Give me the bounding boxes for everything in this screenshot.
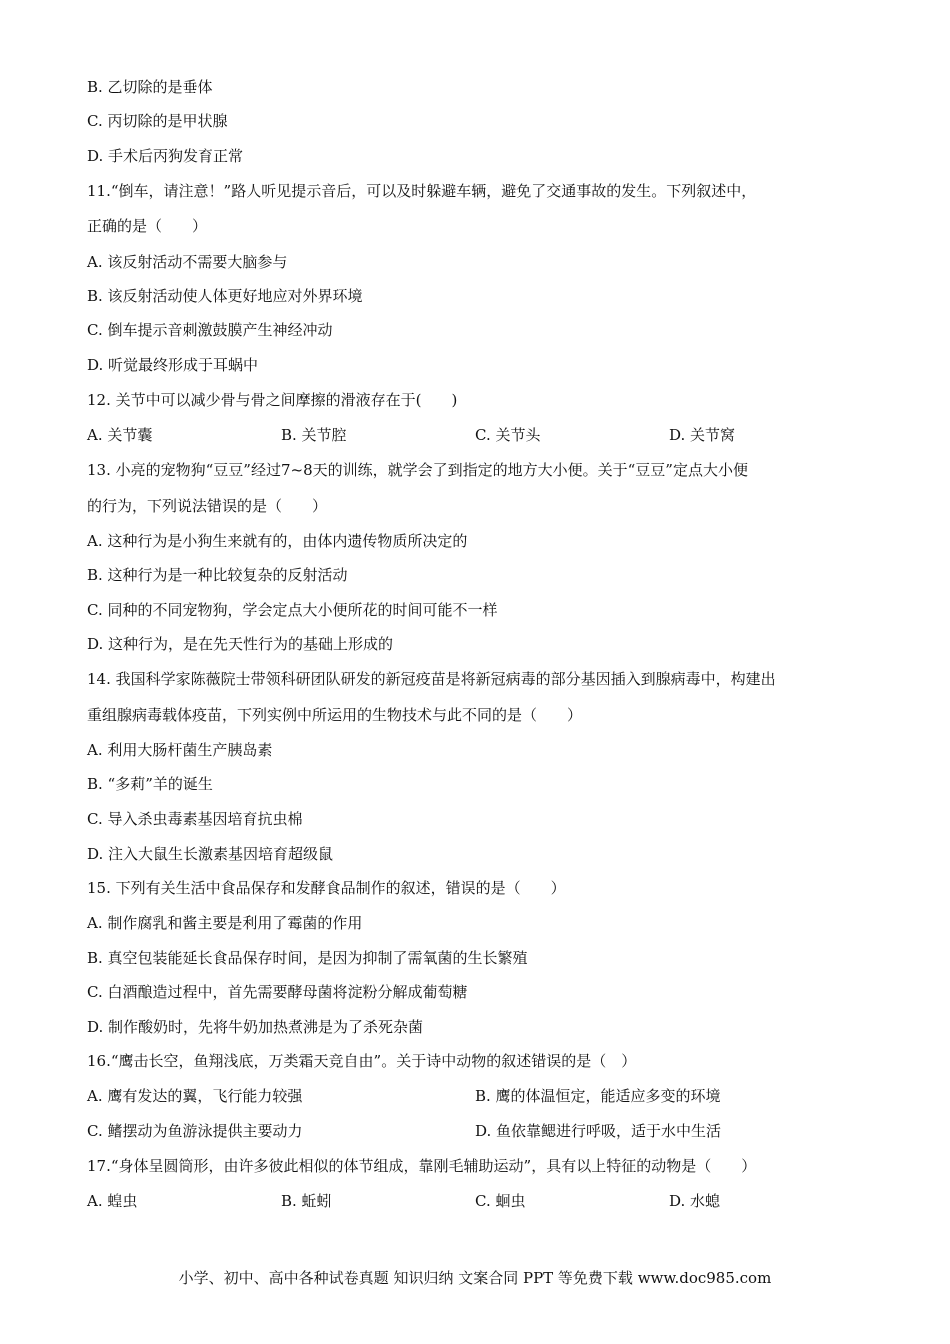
- q14-option-c: C. 导入杀虫毒素基因培育抗虫棉: [87, 810, 303, 828]
- q11-option-c: C. 倒车提示音刺激鼓膜产生神经冲动: [87, 321, 333, 339]
- q14-stem-cont: 重组腺病毒载体疫苗，下列实例中所运用的生物技术与此不同的是（ ）: [87, 706, 583, 724]
- q16-option-d: D. 鱼依靠鳃进行呼吸，适于水中生活: [475, 1122, 722, 1140]
- q11-stem-cont: 正确的是（ ）: [87, 217, 208, 235]
- q17-option-c: C. 蛔虫: [475, 1192, 526, 1210]
- q15-option-a: A. 制作腐乳和酱主要是利用了霉菌的作用: [87, 914, 363, 932]
- q14-option-d: D. 注入大鼠生长激素基因培育超级鼠: [87, 845, 334, 863]
- q14-option-b: B. “多莉”羊的诞生: [87, 775, 213, 793]
- q15-stem: 15. 下列有关生活中食品保存和发酵食品制作的叙述，错误的是（ ）: [87, 879, 566, 897]
- q17-option-d: D. 水螅: [669, 1192, 721, 1210]
- q13-stem: 13. 小亮的宠物狗“豆豆”经过7~8天的训练，就学会了到指定的地方大小便。关于“豆豆”定点大小便: [87, 461, 748, 479]
- q16-stem: 16.“鹰击长空，鱼翔浅底，万类霜天竞自由”。关于诗中动物的叙述错误的是（ ）: [87, 1052, 637, 1070]
- q12-option-b: B. 关节腔: [281, 426, 347, 444]
- q14-option-a: A. 利用大肠杆菌生产胰岛素: [87, 741, 273, 759]
- q12-option-a: A. 关节囊: [87, 426, 153, 444]
- q12-stem: 12. 关节中可以减少骨与骨之间摩擦的滑液存在于( ): [87, 391, 458, 409]
- q15-option-b: B. 真空包装能延长食品保存时间，是因为抑制了需氧菌的生长繁殖: [87, 949, 528, 967]
- q16-option-c: C. 鳍摆动为鱼游泳提供主要动力: [87, 1122, 303, 1140]
- q11-option-b: B. 该反射活动使人体更好地应对外界环境: [87, 287, 363, 305]
- q15-option-c: C. 白酒酿造过程中，首先需要酵母菌将淀粉分解成葡萄糖: [87, 983, 468, 1001]
- q16-option-a: A. 鹰有发达的翼，飞行能力较强: [87, 1087, 303, 1105]
- q13-option-c: C. 同种的不同宠物狗，学会定点大小便所花的时间可能不一样: [87, 601, 498, 619]
- q15-option-d: D. 制作酸奶时，先将牛奶加热煮沸是为了杀死杂菌: [87, 1018, 424, 1036]
- q13-option-b: B. 这种行为是一种比较复杂的反射活动: [87, 566, 348, 584]
- q13-option-a: A. 这种行为是小狗生来就有的，由体内遗传物质所决定的: [87, 532, 468, 550]
- q10-option-d: D. 手术后丙狗发育正常: [87, 147, 244, 165]
- q16-option-b: B. 鹰的体温恒定，能适应多变的环境: [475, 1087, 721, 1105]
- q10-option-b: B. 乙切除的是垂体: [87, 78, 213, 96]
- q11-option-d: D. 听觉最终形成于耳蜗中: [87, 356, 259, 374]
- q11-stem: 11.“倒车，请注意！”路人听见提示音后，可以及时躲避车辆，避免了交通事故的发生。下列叙述中，: [87, 182, 757, 200]
- q10-option-c: C. 丙切除的是甲状腺: [87, 112, 228, 130]
- q12-option-c: C. 关节头: [475, 426, 541, 444]
- q17-stem: 17.“身体呈圆筒形，由许多彼此相似的体节组成，靠刚毛辅助运动”，具有以上特征的动物是（ ）: [87, 1157, 757, 1175]
- q13-stem-cont: 的行为，下列说法错误的是（ ）: [87, 497, 328, 515]
- q17-option-a: A. 蝗虫: [87, 1192, 138, 1210]
- q12-option-d: D. 关节窝: [669, 426, 736, 444]
- q14-stem: 14. 我国科学家陈薇院士带领科研团队研发的新冠疫苗是将新冠病毒的部分基因插入到腺病毒中，构建出: [87, 670, 776, 688]
- q13-option-d: D. 这种行为，是在先天性行为的基础上形成的: [87, 635, 394, 653]
- q11-option-a: A. 该反射活动不需要大脑参与: [87, 253, 288, 271]
- page-footer: 小学、初中、高中各种试卷真题 知识归纳 文案合同 PPT 等免费下载 www.doc985.com: [178, 1269, 772, 1287]
- q17-option-b: B. 蚯蚓: [281, 1192, 332, 1210]
